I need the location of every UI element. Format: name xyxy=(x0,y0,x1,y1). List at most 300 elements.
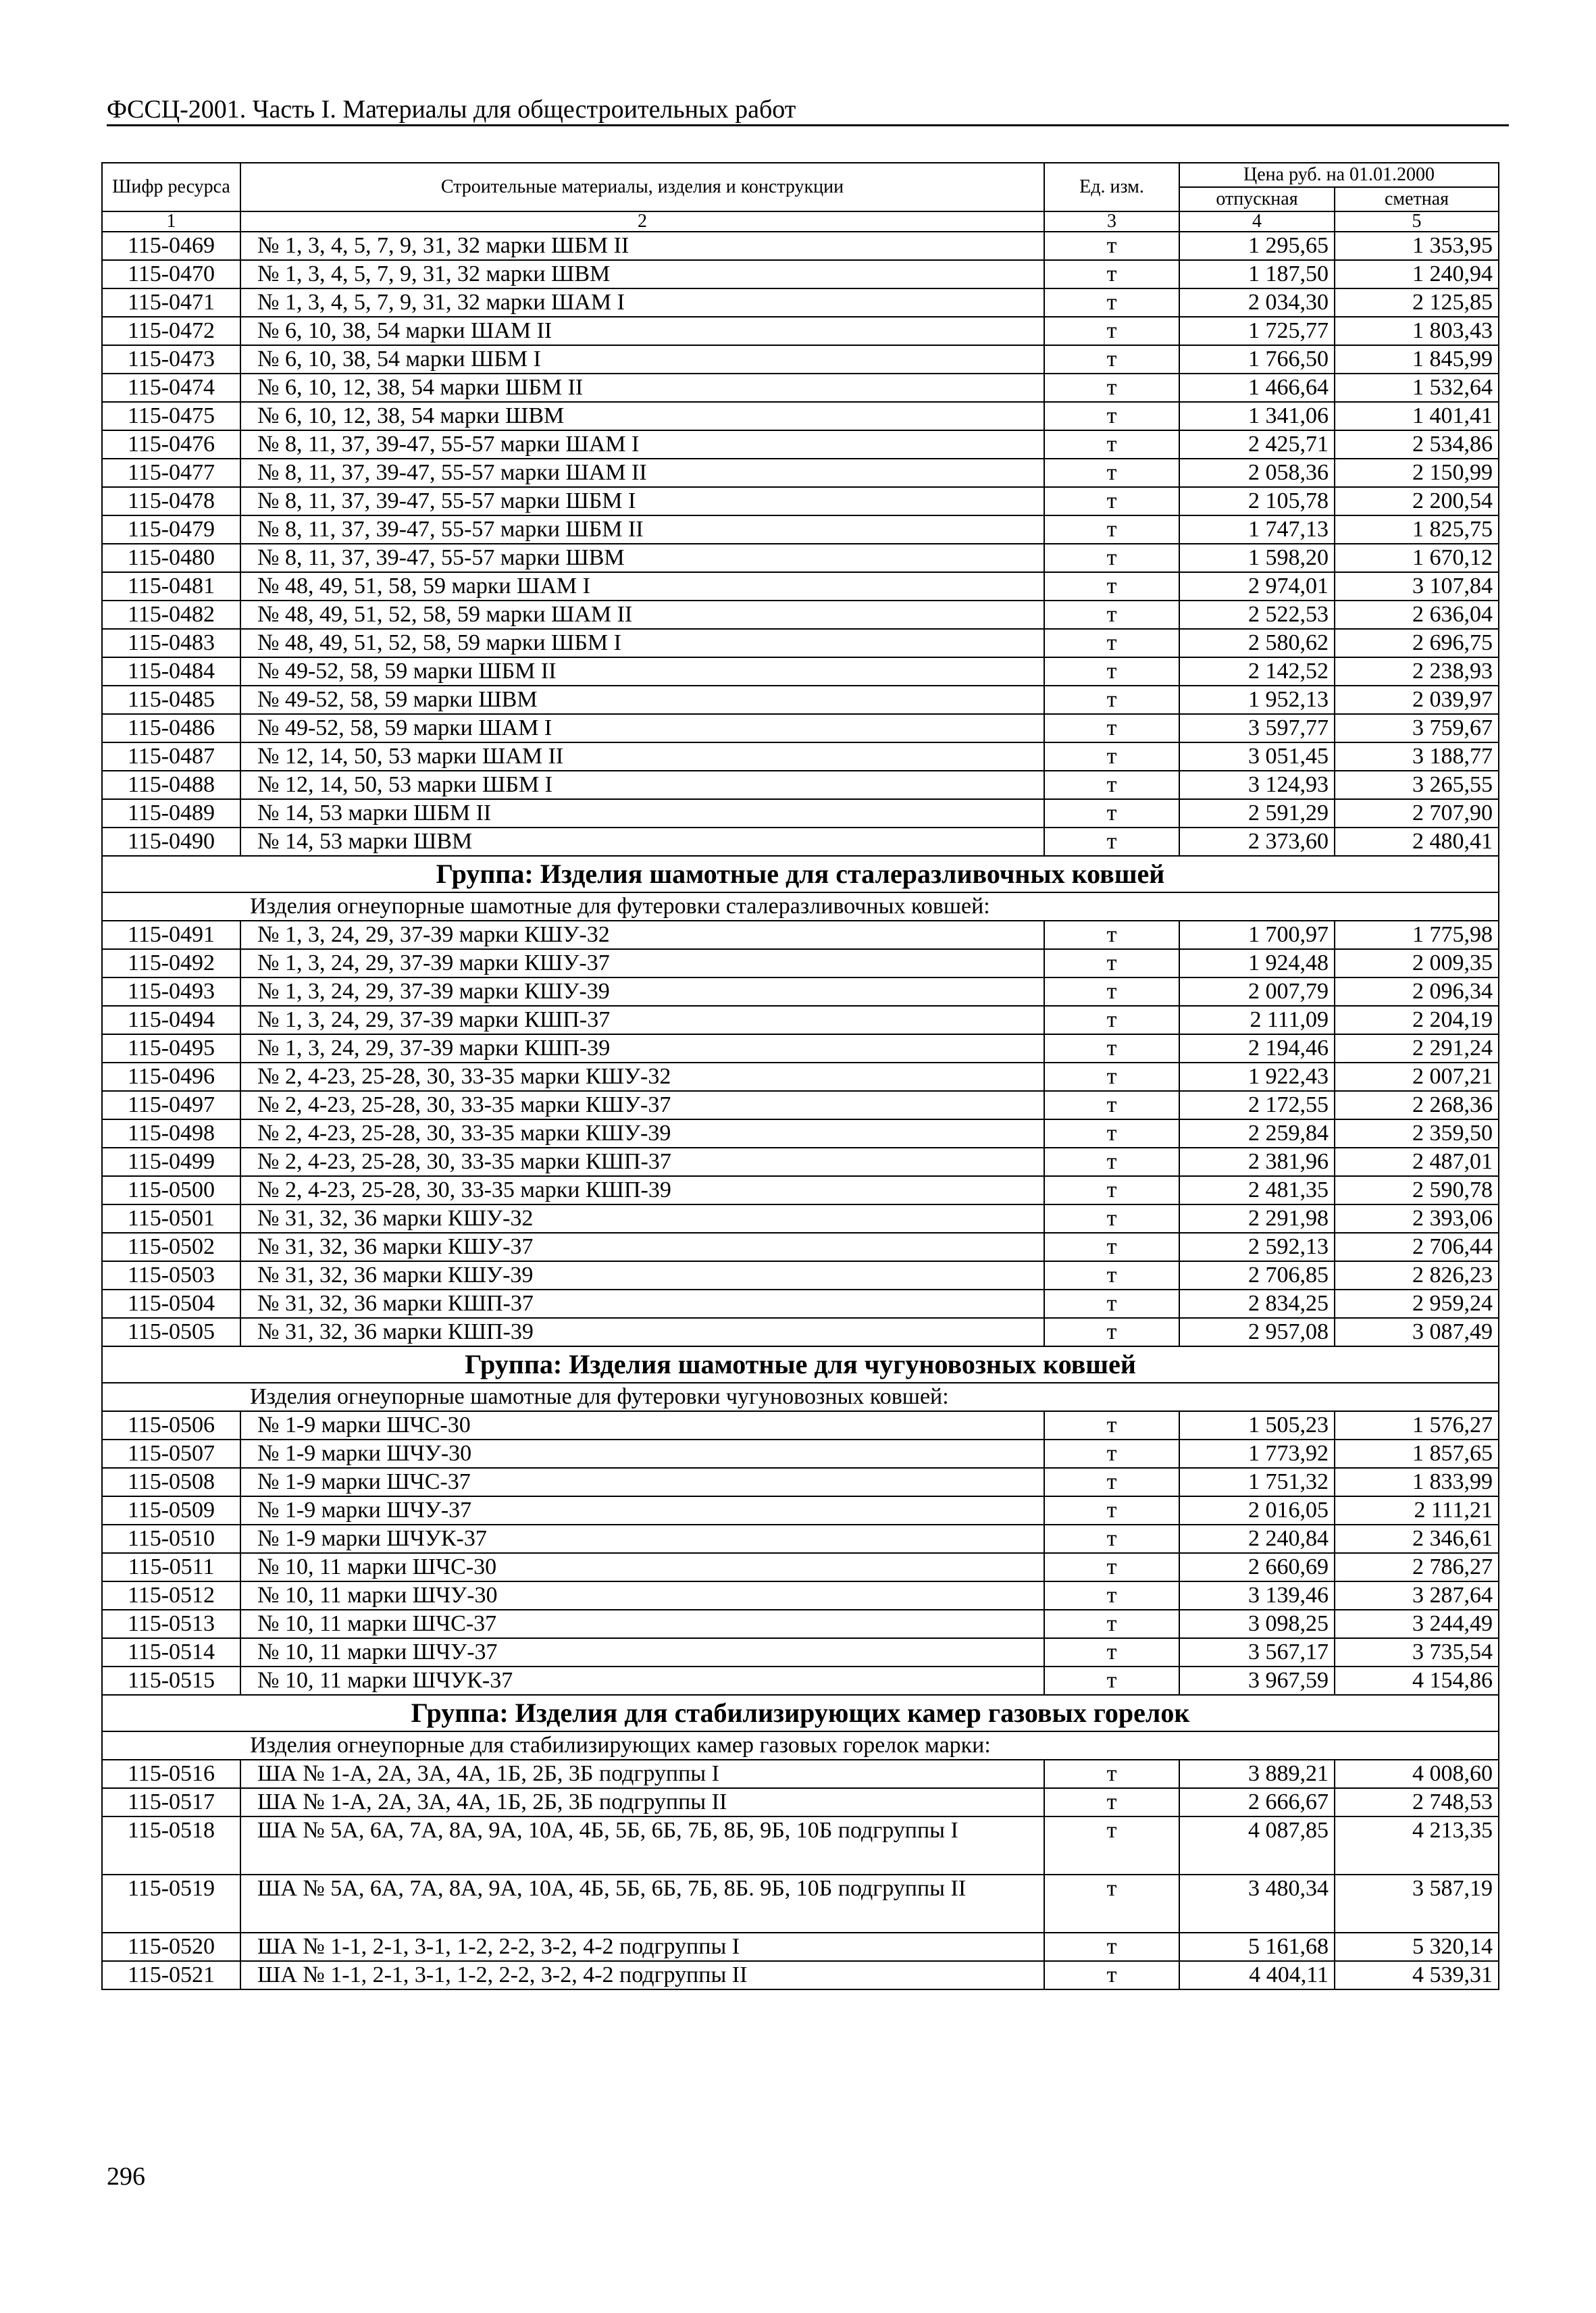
unit: т xyxy=(1044,1638,1179,1667)
unit: т xyxy=(1044,1667,1179,1695)
unit: т xyxy=(1044,402,1179,430)
estimate-price: 3 107,84 xyxy=(1335,572,1499,601)
material-name: № 31, 32, 36 марки КШУ-32 xyxy=(240,1204,1044,1233)
table-row xyxy=(102,1411,1499,1440)
subgroup-heading-row xyxy=(102,892,1499,921)
estimate-price: 3 287,64 xyxy=(1335,1581,1499,1610)
table-row xyxy=(102,1261,1499,1290)
resource-code: 115-0517 xyxy=(102,1788,240,1816)
estimate-price: 3 587,19 xyxy=(1335,1875,1499,1933)
estimate-price: 1 833,99 xyxy=(1335,1468,1499,1496)
table-row xyxy=(102,1553,1499,1581)
estimate-price: 2 359,50 xyxy=(1335,1119,1499,1148)
material-name: № 1-9 марки ШЧУ-30 xyxy=(240,1440,1044,1468)
group-heading: Группа: Изделия шамотные для чугуновозных ковшей xyxy=(102,1346,1499,1383)
group-heading-row xyxy=(102,1695,1499,1731)
estimate-price: 5 320,14 xyxy=(1335,1933,1499,1961)
price-table xyxy=(101,162,1499,1990)
release-price: 2 591,29 xyxy=(1179,799,1335,828)
material-name: № 1, 3, 4, 5, 7, 9, 31, 32 марки ШАМ I xyxy=(240,288,1044,317)
release-price: 2 592,13 xyxy=(1179,1233,1335,1261)
resource-code: 115-0480 xyxy=(102,544,240,572)
table-row xyxy=(102,657,1499,686)
material-name: № 48, 49, 51, 52, 58, 59 марки ШБМ I xyxy=(240,629,1044,657)
estimate-price: 2 200,54 xyxy=(1335,487,1499,515)
estimate-price: 1 240,94 xyxy=(1335,260,1499,288)
material-name: № 1-9 марки ШЧС-37 xyxy=(240,1468,1044,1496)
header-unit: Ед. изм. xyxy=(1044,163,1179,211)
release-price: 3 480,34 xyxy=(1179,1875,1335,1933)
unit: т xyxy=(1044,1933,1179,1961)
resource-code: 115-0487 xyxy=(102,742,240,771)
unit: т xyxy=(1044,317,1179,345)
material-name: № 1-9 марки ШЧУК-37 xyxy=(240,1525,1044,1553)
release-price: 2 957,08 xyxy=(1179,1318,1335,1346)
unit: т xyxy=(1044,1290,1179,1318)
table-row xyxy=(102,430,1499,459)
resource-code: 115-0471 xyxy=(102,288,240,317)
release-price: 5 161,68 xyxy=(1179,1933,1335,1961)
estimate-price: 2 238,93 xyxy=(1335,657,1499,686)
estimate-price: 3 265,55 xyxy=(1335,771,1499,799)
material-name: ША № 1-А, 2А, 3А, 4А, 1Б, 2Б, 3Б подгруппы II xyxy=(240,1788,1044,1816)
material-name: № 2, 4-23, 25-28, 30, 33-35 марки КШУ-32 xyxy=(240,1063,1044,1091)
material-name: № 10, 11 марки ШЧУК-37 xyxy=(240,1667,1044,1695)
material-name: № 31, 32, 36 марки КШУ-37 xyxy=(240,1233,1044,1261)
material-name: № 10, 11 марки ШЧС-30 xyxy=(240,1553,1044,1581)
release-price: 1 187,50 xyxy=(1179,260,1335,288)
table-row xyxy=(102,799,1499,828)
estimate-price: 1 576,27 xyxy=(1335,1411,1499,1440)
table-row xyxy=(102,1290,1499,1318)
subgroup-heading: Изделия огнеупорные шамотные для футеровки сталеразливочных ковшей: xyxy=(102,892,1499,921)
material-name: № 10, 11 марки ШЧУ-37 xyxy=(240,1638,1044,1667)
subgroup-heading: Изделия огнеупорные для стабилизирующих камер газовых горелок марки: xyxy=(102,1731,1499,1760)
unit: т xyxy=(1044,1148,1179,1176)
material-name: № 6, 10, 12, 38, 54 марки ШВМ xyxy=(240,402,1044,430)
resource-code: 115-0473 xyxy=(102,345,240,374)
estimate-price: 3 759,67 xyxy=(1335,714,1499,742)
unit: т xyxy=(1044,1034,1179,1063)
estimate-price: 3 188,77 xyxy=(1335,742,1499,771)
material-name: № 12, 14, 50, 53 марки ШБМ I xyxy=(240,771,1044,799)
release-price: 2 240,84 xyxy=(1179,1525,1335,1553)
resource-code: 115-0477 xyxy=(102,459,240,487)
estimate-price: 2 706,44 xyxy=(1335,1233,1499,1261)
release-price: 2 111,09 xyxy=(1179,1006,1335,1034)
resource-code: 115-0472 xyxy=(102,317,240,345)
resource-code: 115-0489 xyxy=(102,799,240,828)
release-price: 2 142,52 xyxy=(1179,657,1335,686)
estimate-price: 3 735,54 xyxy=(1335,1638,1499,1667)
estimate-price: 2 291,24 xyxy=(1335,1034,1499,1063)
resource-code: 115-0498 xyxy=(102,1119,240,1148)
release-price: 2 016,05 xyxy=(1179,1496,1335,1525)
estimate-price: 1 532,64 xyxy=(1335,374,1499,402)
resource-code: 115-0512 xyxy=(102,1581,240,1610)
material-name: № 1, 3, 24, 29, 37-39 марки КШУ-32 xyxy=(240,921,1044,949)
resource-code: 115-0490 xyxy=(102,828,240,856)
table-row xyxy=(102,1176,1499,1204)
release-price: 1 505,23 xyxy=(1179,1411,1335,1440)
unit: т xyxy=(1044,799,1179,828)
material-name: ША № 5А, 6А, 7А, 8А, 9А, 10А, 4Б, 5Б, 6Б, 7Б, 8Б, 9Б, 10Б подгруппы I xyxy=(240,1816,1044,1875)
release-price: 1 466,64 xyxy=(1179,374,1335,402)
resource-code: 115-0505 xyxy=(102,1318,240,1346)
resource-code: 115-0521 xyxy=(102,1961,240,1989)
table-row xyxy=(102,1525,1499,1553)
group-heading-row xyxy=(102,856,1499,892)
page-number: 296 xyxy=(107,2162,145,2191)
material-name: № 1, 3, 4, 5, 7, 9, 31, 32 марки ШВМ xyxy=(240,260,1044,288)
resource-code: 115-0504 xyxy=(102,1290,240,1318)
resource-code: 115-0492 xyxy=(102,949,240,977)
estimate-price: 2 039,97 xyxy=(1335,686,1499,714)
material-name: № 2, 4-23, 25-28, 30, 33-35 марки КШУ-37 xyxy=(240,1091,1044,1119)
estimate-price: 2 346,61 xyxy=(1335,1525,1499,1553)
table-row xyxy=(102,1440,1499,1468)
release-price: 1 773,92 xyxy=(1179,1440,1335,1468)
header-release-price: отпускная xyxy=(1179,187,1335,211)
release-price: 4 087,85 xyxy=(1179,1816,1335,1875)
resource-code: 115-0516 xyxy=(102,1760,240,1788)
material-name: № 1, 3, 4, 5, 7, 9, 31, 32 марки ШБМ II xyxy=(240,232,1044,260)
table-row xyxy=(102,949,1499,977)
release-price: 2 058,36 xyxy=(1179,459,1335,487)
table-row xyxy=(102,515,1499,544)
unit: т xyxy=(1044,487,1179,515)
unit: т xyxy=(1044,430,1179,459)
release-price: 3 567,17 xyxy=(1179,1638,1335,1667)
release-price: 2 666,67 xyxy=(1179,1788,1335,1816)
column-number: 5 xyxy=(1335,211,1499,232)
material-name: № 8, 11, 37, 39-47, 55-57 марки ШАМ I xyxy=(240,430,1044,459)
table-row xyxy=(102,686,1499,714)
table-row xyxy=(102,317,1499,345)
unit: т xyxy=(1044,686,1179,714)
resource-code: 115-0503 xyxy=(102,1261,240,1290)
release-price: 1 295,65 xyxy=(1179,232,1335,260)
release-price: 2 381,96 xyxy=(1179,1148,1335,1176)
page-header: ФССЦ-2001. Часть I. Материалы для общестроительных работ xyxy=(107,95,1509,126)
material-name: № 48, 49, 51, 58, 59 марки ШАМ I xyxy=(240,572,1044,601)
resource-code: 115-0513 xyxy=(102,1610,240,1638)
release-price: 2 194,46 xyxy=(1179,1034,1335,1063)
estimate-price: 3 087,49 xyxy=(1335,1318,1499,1346)
unit: т xyxy=(1044,1875,1179,1933)
material-name: № 6, 10, 38, 54 марки ШБМ I xyxy=(240,345,1044,374)
table-row xyxy=(102,1875,1499,1933)
estimate-price: 2 009,35 xyxy=(1335,949,1499,977)
resource-code: 115-0478 xyxy=(102,487,240,515)
estimate-price: 2 204,19 xyxy=(1335,1006,1499,1034)
estimate-price: 4 008,60 xyxy=(1335,1760,1499,1788)
material-name: № 12, 14, 50, 53 марки ШАМ II xyxy=(240,742,1044,771)
resource-code: 115-0495 xyxy=(102,1034,240,1063)
release-price: 1 747,13 xyxy=(1179,515,1335,544)
release-price: 2 291,98 xyxy=(1179,1204,1335,1233)
estimate-price: 2 786,27 xyxy=(1335,1553,1499,1581)
release-price: 2 259,84 xyxy=(1179,1119,1335,1148)
release-price: 2 105,78 xyxy=(1179,487,1335,515)
estimate-price: 2 590,78 xyxy=(1335,1176,1499,1204)
release-price: 1 924,48 xyxy=(1179,949,1335,977)
header-name: Строительные материалы, изделия и конструкции xyxy=(240,163,1044,211)
release-price: 2 172,55 xyxy=(1179,1091,1335,1119)
estimate-price: 1 775,98 xyxy=(1335,921,1499,949)
unit: т xyxy=(1044,1553,1179,1581)
table-row xyxy=(102,1148,1499,1176)
column-number: 1 xyxy=(102,211,240,232)
material-name: № 6, 10, 38, 54 марки ШАМ II xyxy=(240,317,1044,345)
material-name: № 1, 3, 24, 29, 37-39 марки КШУ-39 xyxy=(240,977,1044,1006)
estimate-price: 2 007,21 xyxy=(1335,1063,1499,1091)
column-number: 2 xyxy=(240,211,1044,232)
release-price: 4 404,11 xyxy=(1179,1961,1335,1989)
material-name: № 1, 3, 24, 29, 37-39 марки КШП-39 xyxy=(240,1034,1044,1063)
unit: т xyxy=(1044,1961,1179,1989)
unit: т xyxy=(1044,601,1179,629)
resource-code: 115-0511 xyxy=(102,1553,240,1581)
table-row xyxy=(102,1667,1499,1695)
estimate-price: 2 696,75 xyxy=(1335,629,1499,657)
resource-code: 115-0499 xyxy=(102,1148,240,1176)
release-price: 1 766,50 xyxy=(1179,345,1335,374)
material-name: № 49-52, 58, 59 марки ШАМ I xyxy=(240,714,1044,742)
unit: т xyxy=(1044,1411,1179,1440)
resource-code: 115-0481 xyxy=(102,572,240,601)
release-price: 1 341,06 xyxy=(1179,402,1335,430)
table-row xyxy=(102,1581,1499,1610)
release-price: 2 580,62 xyxy=(1179,629,1335,657)
subgroup-heading-row xyxy=(102,1731,1499,1760)
unit: т xyxy=(1044,374,1179,402)
release-price: 1 922,43 xyxy=(1179,1063,1335,1091)
unit: т xyxy=(1044,921,1179,949)
table-row xyxy=(102,232,1499,260)
header-estimate-price: сметная xyxy=(1335,187,1499,211)
resource-code: 115-0494 xyxy=(102,1006,240,1034)
table-row xyxy=(102,459,1499,487)
release-price: 1 952,13 xyxy=(1179,686,1335,714)
release-price: 3 051,45 xyxy=(1179,742,1335,771)
estimate-price: 1 401,41 xyxy=(1335,402,1499,430)
resource-code: 115-0496 xyxy=(102,1063,240,1091)
release-price: 3 139,46 xyxy=(1179,1581,1335,1610)
resource-code: 115-0518 xyxy=(102,1816,240,1875)
resource-code: 115-0500 xyxy=(102,1176,240,1204)
table-row xyxy=(102,1610,1499,1638)
release-price: 2 834,25 xyxy=(1179,1290,1335,1318)
release-price: 1 598,20 xyxy=(1179,544,1335,572)
resource-code: 115-0475 xyxy=(102,402,240,430)
unit: т xyxy=(1044,544,1179,572)
estimate-price: 2 487,01 xyxy=(1335,1148,1499,1176)
material-name: ША № 1-1, 2-1, 3-1, 1-2, 2-2, 3-2, 4-2 подгруппы II xyxy=(240,1961,1044,1989)
estimate-price: 4 154,86 xyxy=(1335,1667,1499,1695)
resource-code: 115-0515 xyxy=(102,1667,240,1695)
resource-code: 115-0479 xyxy=(102,515,240,544)
release-price: 2 481,35 xyxy=(1179,1176,1335,1204)
release-price: 3 967,59 xyxy=(1179,1667,1335,1695)
header-price: Цена руб. на 01.01.2000 xyxy=(1179,163,1499,187)
unit: т xyxy=(1044,232,1179,260)
material-name: № 10, 11 марки ШЧС-37 xyxy=(240,1610,1044,1638)
table-row xyxy=(102,402,1499,430)
table-row xyxy=(102,1318,1499,1346)
unit: т xyxy=(1044,1760,1179,1788)
resource-code: 115-0488 xyxy=(102,771,240,799)
group-heading: Группа: Изделия для стабилизирующих камер газовых горелок xyxy=(102,1695,1499,1731)
table-row xyxy=(102,345,1499,374)
material-name: № 31, 32, 36 марки КШП-37 xyxy=(240,1290,1044,1318)
table-row xyxy=(102,601,1499,629)
estimate-price: 4 213,35 xyxy=(1335,1816,1499,1875)
table-row xyxy=(102,1961,1499,1989)
table-row xyxy=(102,629,1499,657)
material-name: № 2, 4-23, 25-28, 30, 33-35 марки КШП-37 xyxy=(240,1148,1044,1176)
material-name: № 1, 3, 24, 29, 37-39 марки КШУ-37 xyxy=(240,949,1044,977)
material-name: № 49-52, 58, 59 марки ШВМ xyxy=(240,686,1044,714)
table-body xyxy=(102,232,1499,1989)
material-name: № 48, 49, 51, 52, 58, 59 марки ШАМ II xyxy=(240,601,1044,629)
resource-code: 115-0508 xyxy=(102,1468,240,1496)
release-price: 2 522,53 xyxy=(1179,601,1335,629)
resource-code: 115-0474 xyxy=(102,374,240,402)
resource-code: 115-0497 xyxy=(102,1091,240,1119)
resource-code: 115-0483 xyxy=(102,629,240,657)
resource-code: 115-0482 xyxy=(102,601,240,629)
table-row xyxy=(102,1091,1499,1119)
estimate-price: 2 959,24 xyxy=(1335,1290,1499,1318)
unit: т xyxy=(1044,1581,1179,1610)
unit: т xyxy=(1044,515,1179,544)
table-row xyxy=(102,1638,1499,1667)
unit: т xyxy=(1044,1496,1179,1525)
material-name: ША № 1-1, 2-1, 3-1, 1-2, 2-2, 3-2, 4-2 подгруппы I xyxy=(240,1933,1044,1961)
unit: т xyxy=(1044,1119,1179,1148)
unit: т xyxy=(1044,771,1179,799)
table-row xyxy=(102,260,1499,288)
estimate-price: 2 748,53 xyxy=(1335,1788,1499,1816)
unit: т xyxy=(1044,288,1179,317)
release-price: 2 706,85 xyxy=(1179,1261,1335,1290)
material-name: № 49-52, 58, 59 марки ШБМ II xyxy=(240,657,1044,686)
table-row xyxy=(102,1233,1499,1261)
resource-code: 115-0514 xyxy=(102,1638,240,1667)
estimate-price: 1 825,75 xyxy=(1335,515,1499,544)
unit: т xyxy=(1044,260,1179,288)
table-row xyxy=(102,1006,1499,1034)
resource-code: 115-0486 xyxy=(102,714,240,742)
release-price: 2 974,01 xyxy=(1179,572,1335,601)
unit: т xyxy=(1044,1440,1179,1468)
resource-code: 115-0501 xyxy=(102,1204,240,1233)
resource-code: 115-0509 xyxy=(102,1496,240,1525)
estimate-price: 1 803,43 xyxy=(1335,317,1499,345)
table-row xyxy=(102,1204,1499,1233)
unit: т xyxy=(1044,949,1179,977)
unit: т xyxy=(1044,1788,1179,1816)
unit: т xyxy=(1044,1468,1179,1496)
estimate-price: 2 111,21 xyxy=(1335,1496,1499,1525)
unit: т xyxy=(1044,714,1179,742)
material-name: № 31, 32, 36 марки КШУ-39 xyxy=(240,1261,1044,1290)
release-price: 1 700,97 xyxy=(1179,921,1335,949)
table-row xyxy=(102,1119,1499,1148)
material-name: № 1-9 марки ШЧС-30 xyxy=(240,1411,1044,1440)
material-name: № 14, 53 марки ШВМ xyxy=(240,828,1044,856)
estimate-price: 3 244,49 xyxy=(1335,1610,1499,1638)
resource-code: 115-0502 xyxy=(102,1233,240,1261)
release-price: 2 007,79 xyxy=(1179,977,1335,1006)
subgroup-heading: Изделия огнеупорные шамотные для футеровки чугуновозных ковшей: xyxy=(102,1383,1499,1411)
unit: т xyxy=(1044,1063,1179,1091)
table-row xyxy=(102,977,1499,1006)
release-price: 3 597,77 xyxy=(1179,714,1335,742)
column-number: 3 xyxy=(1044,211,1179,232)
table-row xyxy=(102,288,1499,317)
table-row xyxy=(102,1034,1499,1063)
unit: т xyxy=(1044,828,1179,856)
release-price: 3 124,93 xyxy=(1179,771,1335,799)
resource-code: 115-0470 xyxy=(102,260,240,288)
unit: т xyxy=(1044,977,1179,1006)
table-row xyxy=(102,1760,1499,1788)
estimate-price: 1 857,65 xyxy=(1335,1440,1499,1468)
release-price: 3 889,21 xyxy=(1179,1760,1335,1788)
unit: т xyxy=(1044,1610,1179,1638)
unit: т xyxy=(1044,1233,1179,1261)
resource-code: 115-0506 xyxy=(102,1411,240,1440)
material-name: № 8, 11, 37, 39-47, 55-57 марки ШАМ II xyxy=(240,459,1044,487)
release-price: 2 425,71 xyxy=(1179,430,1335,459)
estimate-price: 2 393,06 xyxy=(1335,1204,1499,1233)
resource-code: 115-0485 xyxy=(102,686,240,714)
material-name: № 8, 11, 37, 39-47, 55-57 марки ШБМ II xyxy=(240,515,1044,544)
resource-code: 115-0493 xyxy=(102,977,240,1006)
column-number: 4 xyxy=(1179,211,1335,232)
estimate-price: 1 845,99 xyxy=(1335,345,1499,374)
table-row xyxy=(102,771,1499,799)
estimate-price: 2 096,34 xyxy=(1335,977,1499,1006)
table-row xyxy=(102,828,1499,856)
estimate-price: 2 268,36 xyxy=(1335,1091,1499,1119)
unit: т xyxy=(1044,1006,1179,1034)
resource-code: 115-0491 xyxy=(102,921,240,949)
material-name: ША № 1-А, 2А, 3А, 4А, 1Б, 2Б, 3Б подгруппы I xyxy=(240,1760,1044,1788)
material-name: № 14, 53 марки ШБМ II xyxy=(240,799,1044,828)
estimate-price: 2 636,04 xyxy=(1335,601,1499,629)
table-row xyxy=(102,714,1499,742)
table-row xyxy=(102,1496,1499,1525)
unit: т xyxy=(1044,1816,1179,1875)
resource-code: 115-0520 xyxy=(102,1933,240,1961)
table-row xyxy=(102,1933,1499,1961)
estimate-price: 2 534,86 xyxy=(1335,430,1499,459)
table-row xyxy=(102,1816,1499,1875)
estimate-price: 1 353,95 xyxy=(1335,232,1499,260)
unit: т xyxy=(1044,459,1179,487)
resource-code: 115-0507 xyxy=(102,1440,240,1468)
material-name: № 10, 11 марки ШЧУ-30 xyxy=(240,1581,1044,1610)
unit: т xyxy=(1044,742,1179,771)
table-row xyxy=(102,544,1499,572)
estimate-price: 2 480,41 xyxy=(1335,828,1499,856)
estimate-price: 2 150,99 xyxy=(1335,459,1499,487)
unit: т xyxy=(1044,1204,1179,1233)
estimate-price: 2 125,85 xyxy=(1335,288,1499,317)
